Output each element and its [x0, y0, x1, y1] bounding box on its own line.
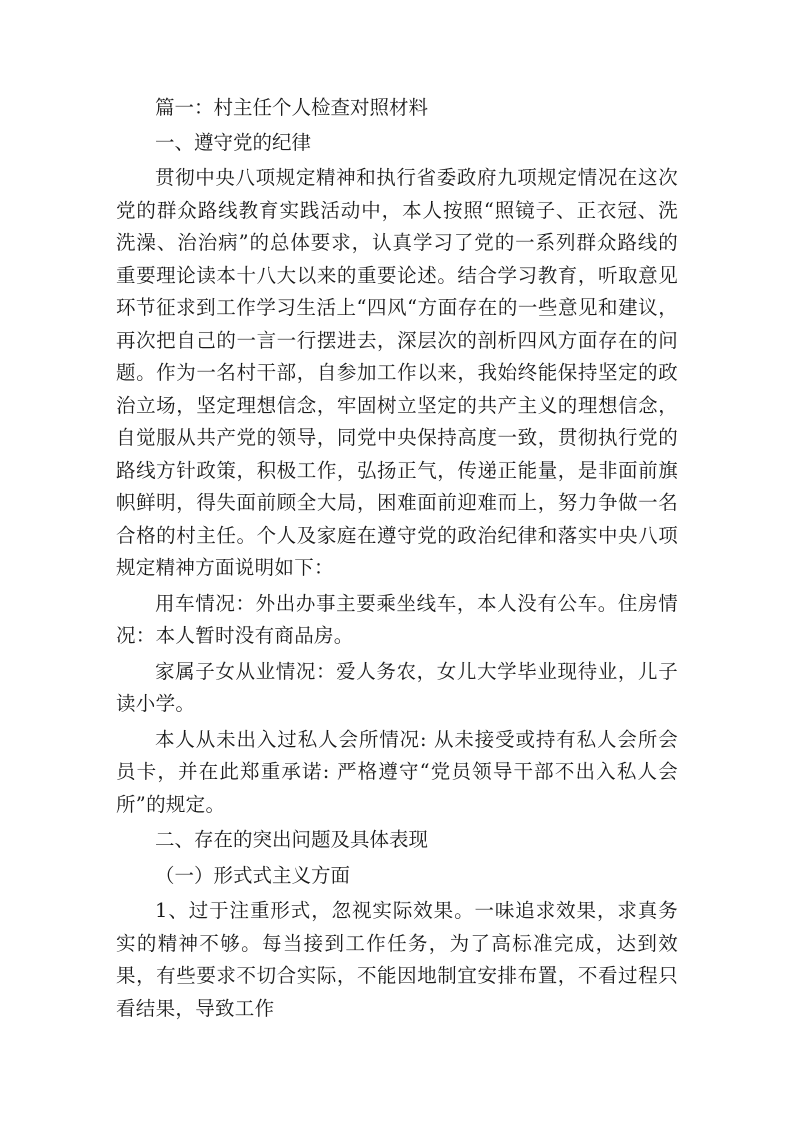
- paragraph-formalism-1: 1、过于注重形式，忽视实际效果。一味追求效果，求真务实的精神不够。每当接到工作任务，为了高标准完成，达到效果，有些要求不切合实际，不能因地制宜安排布置，不看过程只看结果，导致工作: [116, 899, 678, 1020]
- paragraph-family-employment: 家属子女从业情况：爱人务农，女儿大学毕业现待业，儿子读小学。: [116, 659, 678, 715]
- paragraph-vehicle-housing: 用车情况：外出办事主要乘坐线车，本人没有公车。住房情况：本人暂时没有商品房。: [116, 591, 678, 647]
- section-heading-1: 一、遵守党的纪律: [155, 130, 312, 154]
- paragraph-discipline: 贯彻中央八项规定精神和执行省委政府九项规定情况在这次党的群众路线教育实践活动中，本人按照“照镜子、正衣冠、洗洗澡、治治病”的总体要求，认真学习了党的一系列群众路线的重要理论读本十八大以来的重要论述。结合学习教育，听取意见环节征求到工作学习生活上“四风“方面存在的一些意见和建议，再次把自己的一言一行摆进去，深层次的剖析四风方面存在的问题。作为一名村干部，自参加工作以来，我始终能保持坚定的政治立场，坚定理想信念，牢固树立坚定的共产主义的理想信念，自觉服从共产党的领导，同党中央保持高度一致，贯彻执行党的路线方针政策，积极工作，弘扬正气，传递正能量，是非面前旗帜鲜明，得失面前顾全大局，困难面前迎难而上，努力争做一名合格的村主任。个人及家庭在遵守党的政治纪律和落实中央八项规定精神方面说明如下：: [116, 166, 678, 579]
- document-title: 篇一：村主任个人检查对照材料: [155, 96, 429, 119]
- document-body: [116, 92, 678, 1025]
- paragraph-private-club: 本人从未出入过私人会所情况: 从未接受或持有私人会所会员卡，并在此郑重承诺: 严格遵守“党员领导干部不出入私人会所”的规定。: [116, 727, 678, 816]
- section-heading-2: 二、存在的突出问题及具体表现: [155, 828, 429, 851]
- subsection-heading-1: （一）形式式主义方面: [155, 863, 351, 887]
